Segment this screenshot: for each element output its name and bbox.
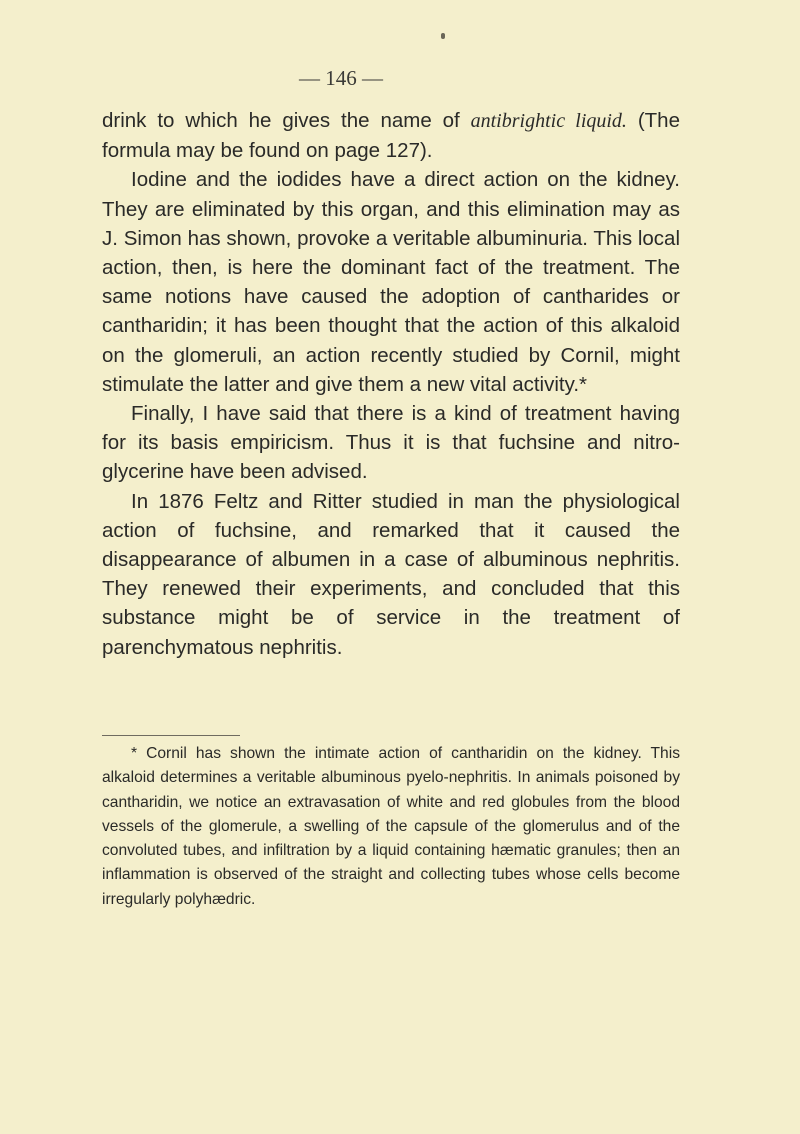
paragraph-2: Iodine and the iodides have a direct action on the kidney. They are eliminated by this organ, and this elimination may as J. Simon has shown, provoke a veritable albuminuria. This local action, then, is here the dominant fact of the treatment. The same notions have caused the adoption of cantharides or cantharidin; it has been thought that the action of this alkaloid on the glomeruli, an action recently studied by Cornil, might stimulate the latter and give them a new vital activity.* <box>102 168 680 396</box>
paragraph-1-italic-term: antibrightic liquid. <box>470 110 627 132</box>
paragraph-1-rest: (The formula may be found on page 127). <box>102 109 680 163</box>
print-mark <box>441 33 445 39</box>
paragraph-1 <box>102 106 680 165</box>
paragraph-1-text: drink to which he gives the name of <box>102 109 471 132</box>
footnote-rule <box>102 735 240 736</box>
page-number: — 146 — <box>299 66 383 90</box>
body-text <box>102 106 680 662</box>
book-page <box>102 0 680 1134</box>
paragraph-3: Finally, I have said that there is a kind of treatment having for its basis empiricism. Thus it is that fuchsine and nitro-glycerine have been advised. <box>102 402 680 484</box>
paragraph-4: In 1876 Feltz and Ritter studied in man the physiological action of fuchsine, and remarked that it caused the disappearance of albumen in a case of albuminous nephritis. They renewed their experiments, and concluded that this substance might be of service in the treatment of parenchymatous nephritis. <box>102 489 680 659</box>
footnote: * Cornil has shown the intimate action of cantharidin on the kidney. This alkaloid determines a veritable albuminous pyelo-nephritis. In animals poisoned by cantharidin, we notice an extravasation of white and red globules from the blood vessels of the glomerule, a swelling of the capsule of the glomerulus and of the convoluted tubes, and infiltration by a liquid containing hæmatic granules; then an inflammation is observed of the straight and collecting tubes whose cells become irregularly polyhædric. <box>102 745 680 908</box>
